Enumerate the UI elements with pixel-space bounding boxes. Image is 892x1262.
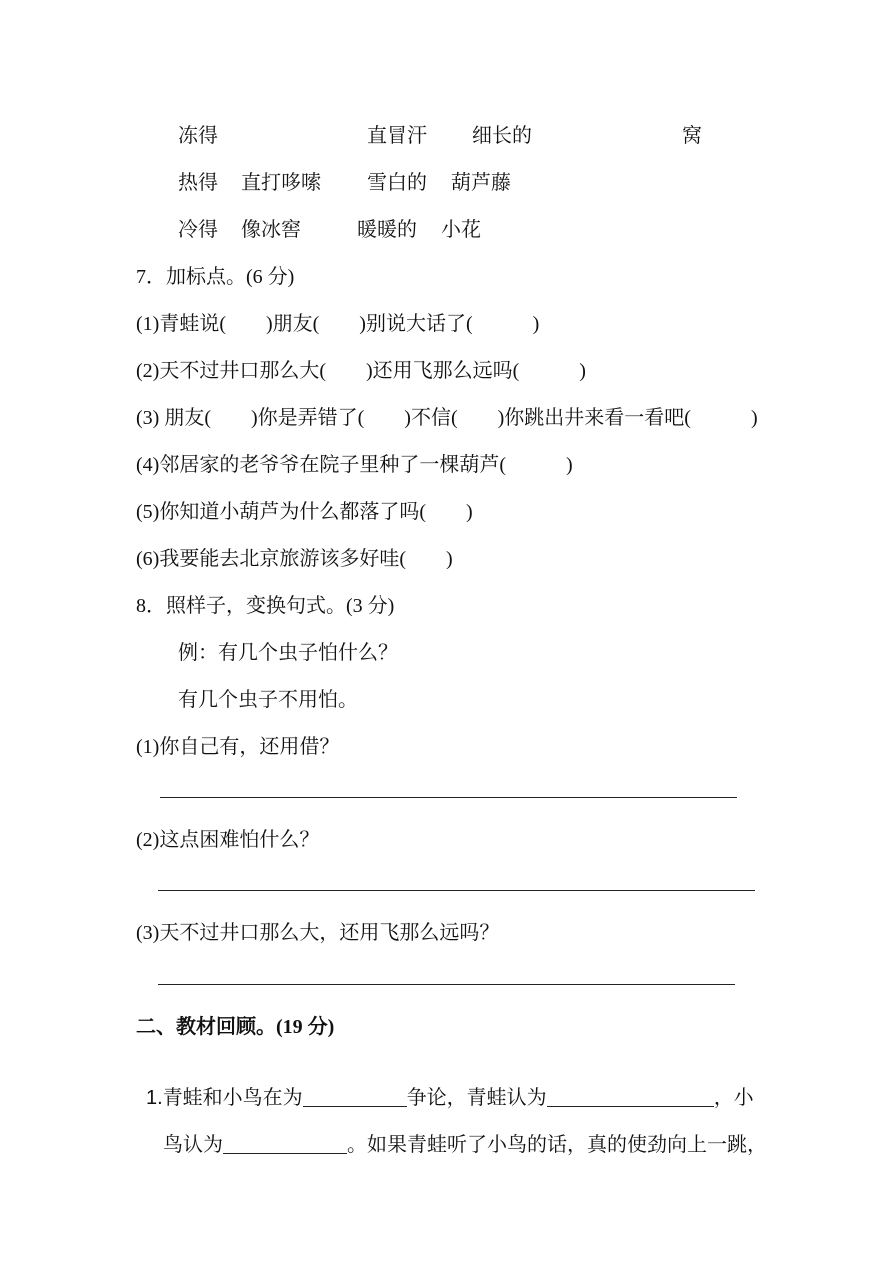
blank-topic[interactable] [303,1086,407,1107]
match-row3-col3: 暖暖的 [357,219,417,241]
match-row1-col4: 细长的 [472,125,532,147]
section2-q1-text-1: 青蛙和小鸟在为 [162,1087,303,1109]
blank-frog-opinion[interactable] [547,1086,714,1107]
match-row1-col5: 窝 [682,125,702,147]
section2-q1-number: 1. [146,1087,163,1109]
q7-item-5: (5)你知道小葫芦为什么都落了吗( ) [136,501,473,523]
match-row1-col1: 冻得 [178,125,218,147]
section2-q1-line1 [136,1062,754,1110]
q7-item-6: (6)我要能去北京旅游该多好哇( ) [136,548,453,570]
match-row2-col4: 葫芦藤 [451,172,511,194]
q8-item-3: (3)天不过井口那么大，还用飞那么远吗？ [136,922,500,944]
q8-answer-line-1[interactable] [160,797,737,798]
section2-q1-text-5: 。如果青蛙听了小鸟的话，真的使劲向上一跳， [347,1134,767,1156]
match-row3-col4: 小花 [441,219,481,241]
section2-q1-text-2: 争论，青蛙认为 [406,1087,547,1109]
q7-item-2: (2)天不过井口那么大( )还用飞那么远吗( ) [136,360,586,382]
match-row2-col2: 直打哆嗦 [241,172,321,194]
q8-answer-line-3[interactable] [158,984,735,985]
match-row2-col1: 热得 [178,172,218,194]
q8-title: 8．照样子，变换句式。(3 分) [136,595,395,617]
q8-example-line2: 有几个虫子不用怕。 [178,689,358,711]
section2-q1-line2 [153,1109,767,1157]
section2-q1-text-3: ，小 [713,1087,754,1109]
q8-answer-line-2[interactable] [158,890,755,891]
q7-title: 7．加标点。(6 分) [136,266,295,288]
q7-item-3: (3) 朋友( )你是弄错了( )不信( )你跳出井来看一看吧( ) [136,407,758,429]
q8-example-line1: 例：有几个虫子怕什么？ [178,642,398,664]
blank-bird-opinion[interactable] [223,1133,347,1154]
match-row3-col2: 像冰窖 [241,219,301,241]
q8-item-1: (1)你自己有，还用借？ [136,736,340,758]
section2-q1-text-4: 鸟认为 [163,1134,223,1156]
match-row3-col1: 冷得 [178,219,218,241]
q8-item-2: (2)这点困难怕什么？ [136,829,320,851]
match-row1-col3: 直冒汗 [367,125,427,147]
section2-title: 二、教材回顾。(19 分) [136,1016,335,1038]
q7-item-4: (4)邻居家的老爷爷在院子里种了一棵葫芦( ) [136,454,573,476]
match-row2-col3: 雪白的 [367,172,427,194]
q7-item-1: (1)青蛙说( )朋友( )别说大话了( ) [136,313,540,335]
